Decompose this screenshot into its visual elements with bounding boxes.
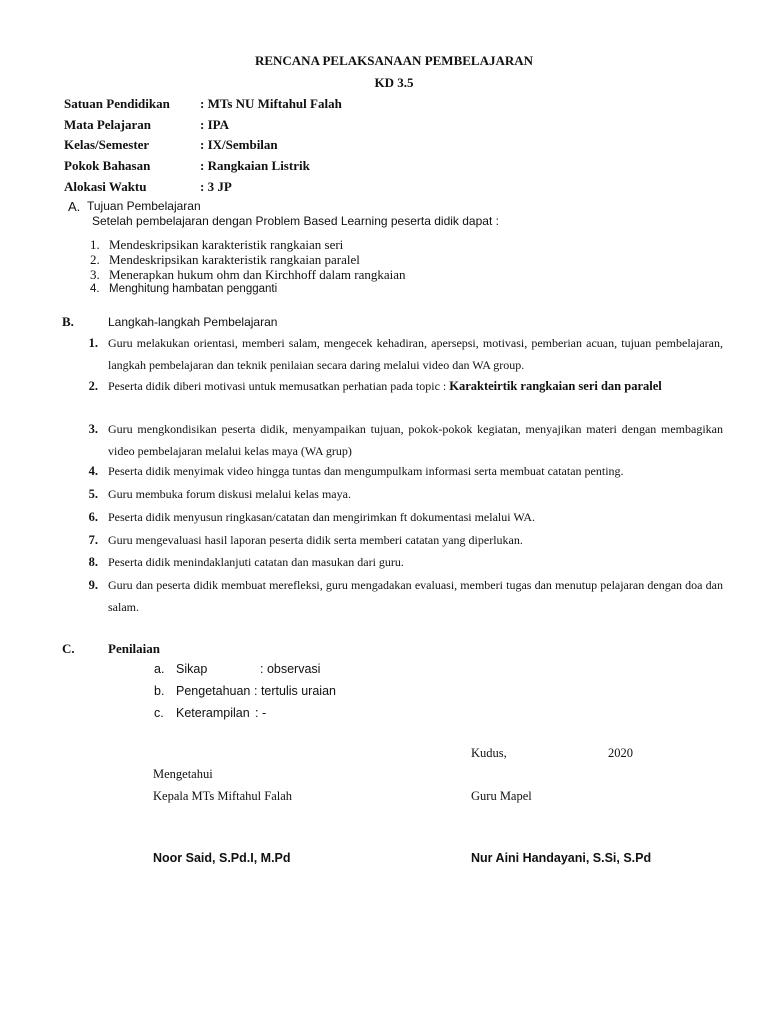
section-c-letter: C. — [62, 641, 75, 656]
item-number: 3. — [90, 267, 100, 282]
identity-label: Satuan Pendidikan — [64, 96, 170, 111]
section-a-title: Tujuan Pembelajaran — [87, 199, 201, 213]
step-number: 7. — [88, 533, 98, 547]
step-number: 9. — [88, 578, 98, 592]
assessment-number: b. — [154, 684, 165, 698]
signature-acknowledge: Mengetahui — [153, 767, 213, 781]
identity-value: : 3 JP — [200, 179, 232, 194]
identity-value: : Rangkaian Listrik — [200, 158, 310, 173]
step-text: Guru mengkondisikan peserta didik, menyampaikan tujuan, pokok-pokok kegiatan, menyajikan materi dengan membagikan video pembelajaran melalui kelas maya (WA grup) — [108, 422, 723, 458]
identity-label: Mata Pelajaran — [64, 117, 152, 132]
assessment-number: c. — [154, 706, 164, 720]
step-number: 2. — [88, 379, 98, 393]
section-c-title: Penilaian — [108, 641, 161, 656]
section-b-letter: B. — [62, 314, 74, 329]
item-number: 4. — [90, 283, 100, 295]
item-text: Menerapkan hukum ohm dan Kirchhoff dalam rangkaian — [109, 267, 406, 282]
identity-label: Pokok Bahasan — [64, 158, 151, 173]
list-item — [0, 267, 768, 283]
section-a-intro: Setelah pembelajaran dengan Problem Based Learning peserta didik dapat : — [92, 214, 499, 228]
step-text: Guru dan peserta didik membuat merefleksi, guru mengadakan evaluasi, memberi tugas dan menutup pelajaran dengan doa dan salam. — [108, 578, 723, 614]
signature-left-name: Noor Said, S.Pd.I, M.Pd — [153, 851, 291, 865]
item-text: Mendeskripsikan karakteristik rangkaian paralel — [109, 252, 360, 267]
step-text: Peserta didik menyimak video hingga tuntas dan mengumpulkam informasi serta membuat catatan penting. — [108, 464, 624, 478]
section-a-letter: A. — [68, 199, 81, 214]
identity-value: : IPA — [200, 117, 230, 132]
assessment-label: Sikap — [176, 662, 208, 676]
item-text: Mendeskripsikan karakteristik rangkaian seri — [109, 237, 344, 252]
identity-label: Kelas/Semester — [64, 137, 150, 152]
list-item — [0, 283, 768, 299]
step-text-plain: Peserta didik diberi motivasi untuk memusatkan perhatian pada topic : — [108, 379, 447, 393]
step-number: 5. — [88, 487, 98, 501]
list-item — [0, 252, 768, 268]
document-title: RENCANA PELAKSANAAN PEMBELAJARAN — [254, 53, 534, 68]
step-topic: Karakteirtik rangkaian seri dan paralel — [449, 379, 662, 393]
assessment-label: Pengetahuan — [176, 684, 251, 698]
signature-right-name: Nur Aini Handayani, S.Si, S.Pd — [471, 851, 652, 865]
identity-value: : MTs NU Miftahul Falah — [200, 96, 342, 111]
assessment-number: a. — [154, 662, 165, 676]
step-number: 3. — [88, 422, 98, 436]
step-number: 6. — [88, 510, 98, 524]
document-subtitle: KD 3.5 — [374, 75, 414, 90]
step-text: Peserta didik menindaklanjuti catatan dan masukan dari guru. — [108, 555, 404, 569]
assessment-label: Keterampilan — [176, 706, 250, 720]
item-number: 1. — [90, 237, 100, 252]
step-number: 4. — [88, 464, 98, 478]
step-text — [108, 376, 723, 398]
step-text: Guru membuka forum diskusi melalui kelas maya. — [108, 487, 351, 501]
item-text: Menghitung hambatan pengganti — [109, 283, 278, 295]
item-number: 2. — [90, 252, 100, 267]
step-text: Guru mengevaluasi hasil laporan peserta didik serta memberi catatan yang diperlukan. — [108, 533, 523, 547]
signature-place: Kudus, — [471, 746, 507, 760]
identity-label: Alokasi Waktu — [64, 179, 147, 194]
signature-year: 2020 — [608, 746, 633, 760]
step-text: Guru melakukan orientasi, memberi salam, mengecek kehadiran, apersepsi, motivasi, pemberian acuan, tujuan pembelajaran, langkah pembelajaran dan teknik penilaian secara daring melalui video dan WA group. — [108, 336, 723, 372]
assessment-value: : tertulis uraian — [254, 684, 336, 698]
assessment-value: : observasi — [260, 662, 321, 676]
assessment-value: : - — [255, 706, 267, 720]
list-item — [0, 237, 768, 253]
signature-right-role: Guru Mapel — [471, 789, 532, 803]
step-text: Peserta didik menyusun ringkasan/catatan dan mengirimkan ft dokumentasi melalui WA. — [108, 510, 536, 524]
section-b-title: Langkah-langkah Pembelajaran — [108, 315, 278, 329]
identity-value: : IX/Sembilan — [200, 137, 278, 152]
signature-left-role: Kepala MTs Miftahul Falah — [153, 789, 293, 803]
step-number: 1. — [88, 336, 98, 350]
step-number: 8. — [88, 555, 98, 569]
